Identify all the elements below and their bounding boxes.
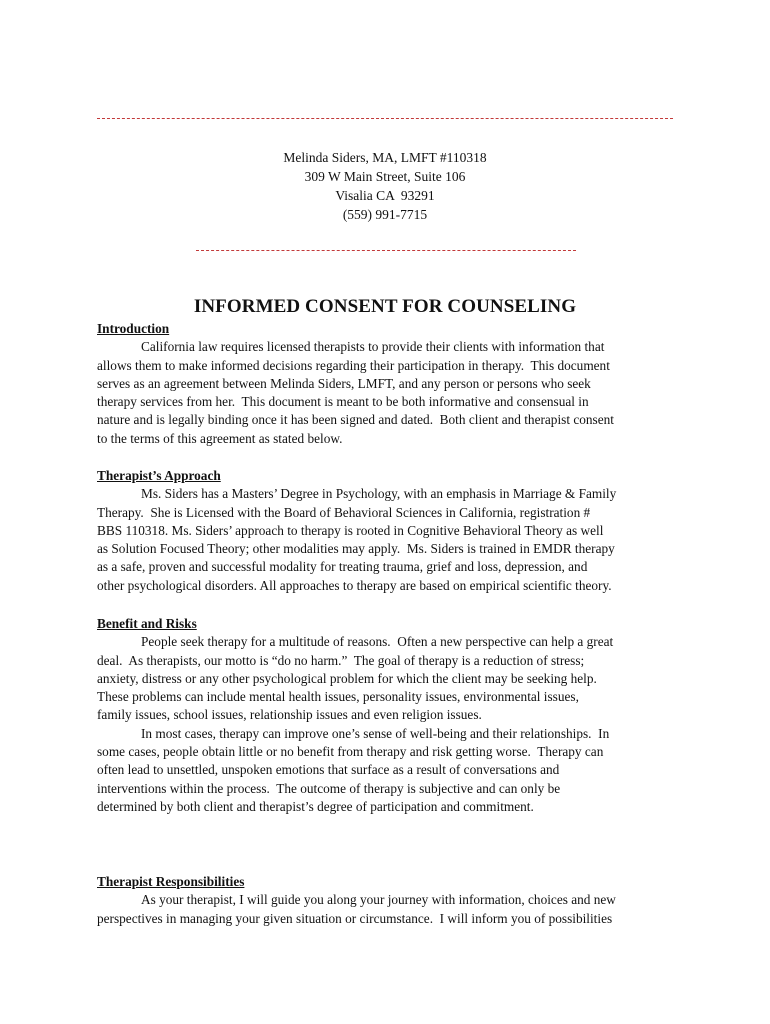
paragraph-line: often lead to unsettled, unspoken emotions that surface as a result of conversations and	[97, 762, 560, 778]
paragraph-line: determined by both client and therapist’s degree of participation and commitment.	[97, 798, 534, 814]
paragraph-line: interventions within the process. The outcome of therapy is subjective and can only be	[97, 780, 561, 796]
letterhead	[97, 148, 673, 224]
section-therapist-approach	[97, 467, 673, 595]
paragraph-line: to the terms of this agreement as stated below.	[97, 430, 343, 446]
letterhead-phone: (559) 991-7715	[342, 207, 428, 222]
section-benefit-and-risks	[97, 615, 673, 816]
section-heading: Therapist’s Approach	[97, 468, 221, 483]
document-title: INFORMED CONSENT FOR COUNSELING	[193, 296, 577, 317]
paragraph-line: perspectives in managing your given situation or circumstance. I will inform you of possibilities	[97, 910, 613, 926]
letterhead-name: Melinda Siders, MA, LMFT #110318	[283, 150, 487, 165]
letterhead-street: 309 W Main Street, Suite 106	[304, 169, 466, 184]
paragraph-line: serves as an agreement between Melinda Siders, LMFT, and any person or persons who seek	[97, 375, 591, 391]
top-dashed-divider	[97, 118, 673, 119]
paragraph-line: California law requires licensed therapists to provide their clients with information that	[141, 339, 605, 355]
paragraph-line: as a safe, proven and successful modality for treating trauma, grief and loss, depression, and	[97, 559, 588, 575]
section-heading: Therapist Responsibilities	[97, 874, 245, 889]
paragraph-line: In most cases, therapy can improve one’s sense of well-being and their relationships. In	[141, 725, 610, 741]
section-heading: Benefit and Risks	[97, 616, 197, 631]
paragraph-line: anxiety, distress or any other psychological problem for which the client may be seeking help.	[97, 670, 597, 686]
paragraph-line: as Solution Focused Theory; other modalities may apply. Ms. Siders is trained in EMDR therapy	[97, 541, 615, 557]
paragraph-line: other psychological disorders. All approaches to therapy are based on empirical scientific theory.	[97, 577, 612, 593]
paragraph-line: People seek therapy for a multitude of reasons. Often a new perspective can help a great	[141, 634, 614, 650]
letterhead-city: Visalia CA 93291	[335, 188, 435, 203]
section-therapist-responsibilities	[97, 873, 673, 928]
paragraph-line: As your therapist, I will guide you along your journey with information, choices and new	[141, 892, 616, 908]
paragraph-line: Ms. Siders has a Masters’ Degree in Psychology, with an emphasis in Marriage & Family	[141, 486, 617, 502]
paragraph-line: These problems can include mental health issues, personality issues, environmental issues,	[97, 689, 579, 705]
paragraph-line: therapy services from her. This document is meant to be both informative and consensual in	[97, 394, 589, 410]
paragraph-line: Therapy. She is Licensed with the Board of Behavioral Sciences in California, registration #	[97, 504, 591, 520]
letterhead-dashed-divider	[196, 250, 576, 251]
paragraph-line: allows them to make informed decisions regarding their participation in therapy. This document	[97, 357, 610, 373]
paragraph-line: BBS 110318. Ms. Siders’ approach to therapy is rooted in Cognitive Behavioral Theory as well	[97, 522, 604, 538]
paragraph-line: some cases, people obtain little or no benefit from therapy and risk getting worse. Therapy can	[97, 744, 604, 760]
section-introduction	[97, 320, 673, 448]
paragraph-line: deal. As therapists, our motto is “do no harm.” The goal of therapy is a reduction of stress;	[97, 652, 585, 668]
paragraph-line: family issues, school issues, relationship issues and even religion issues.	[97, 707, 482, 723]
section-heading: Introduction	[97, 321, 170, 336]
paragraph-line: nature and is legally binding once it has been signed and dated. Both client and therapist consent	[97, 412, 614, 428]
